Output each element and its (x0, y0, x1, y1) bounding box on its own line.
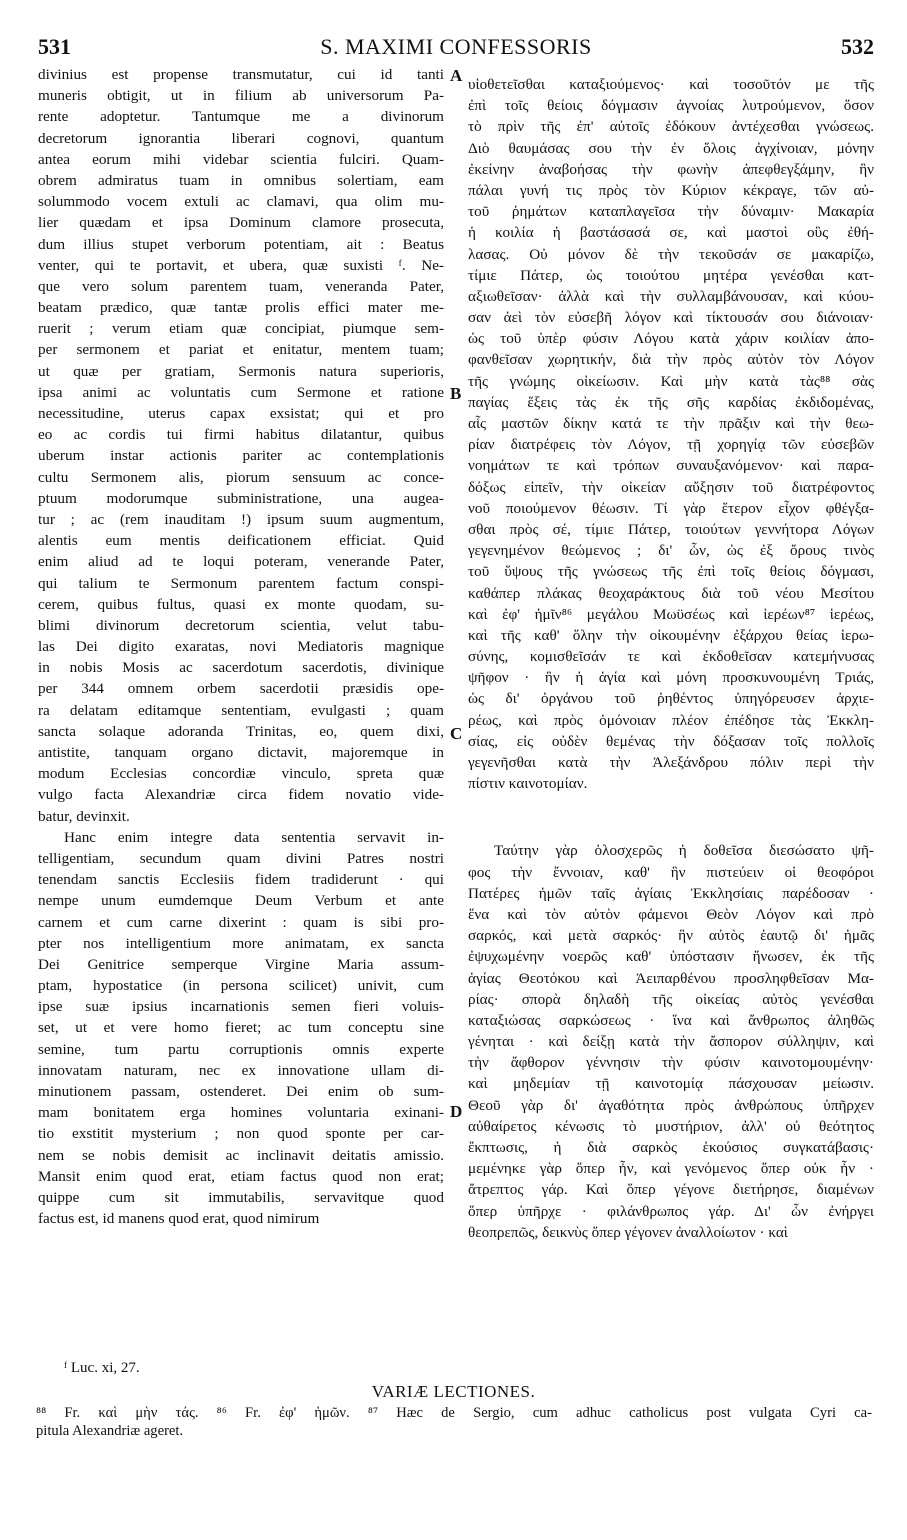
text-line: πάλαι γυνή τις πρὸς τὸν Κύριον κέκραγε, τῶν αὐ- (468, 181, 874, 199)
text-line: uberum instar actionis pariter ac contemplationis (38, 447, 444, 465)
text-line: eo ac cordis tui firmi habitus dilatantur, quibus (38, 426, 444, 444)
text-line: innovatam naturam, nec ex innovatione ullam di- (38, 1061, 444, 1079)
text-line: cerem, quibus fultus, quasi ex monte quodam, su- (38, 595, 444, 613)
text-line: αἷς μαστῶν δίκην κατά τε τὴν πρᾶξιν καὶ τὴν θεω- (468, 415, 874, 432)
text-line: nempe unum eumdemque Deum Verbum et ante (38, 892, 444, 910)
text-line: δόξως εἰπεῖν, τὴν οἰκείαν αὔξησιν τοῦ διατρέφοντος (468, 478, 874, 496)
text-line: ὡς τοῦ ὑπὲρ φύσιν Λόγου κατὰ χάριν κοιλίαν ἀπο- (468, 330, 874, 348)
text-line: sancta solaque adoranda Trinitas, eo, quem dixi, (38, 722, 444, 740)
text-line: υἱοθετεῖσθαι καταξιούμενος· καὶ τοσοῦτόν με τῆς (468, 76, 874, 93)
text-line: set, ut et vere homo fieret; ac tum conceptu sine (38, 1019, 444, 1037)
text-line: ἔκπτωσις, ἡ διὰ σαρκὸς ἑκούσιος συγκατάβασις· (468, 1139, 874, 1156)
text-line: las Dei digito exaratas, novi Mediatoris magnique (38, 638, 444, 656)
text-line: alentis eum mentis deificationem efficiat. Quid (38, 532, 444, 550)
text-line: rente adoptetur. Tantumque me a divinorum (38, 108, 444, 126)
text-line: γένηται · καὶ δείξῃ κατὰ τὴν ἄσπορον σύλληψιν, καὶ (468, 1033, 874, 1051)
text-line: λασας. Οὐ μόνον δὲ τὴν τεκοῦσάν σε μακαρίζω, (468, 245, 874, 263)
text-line: beatam prædico, quæ tantæ prolis effici mater me- (38, 299, 444, 317)
text-line: Ταύτην γὰρ ὁλοσχερῶς ἡ δοθεῖσα διεσώσατο ψῆ- (494, 842, 874, 860)
text-line: ἐψυχωμένην νοερῶς καθ' ὑπόστασιν ἥνωσεν, ἐκ τῆς (468, 948, 874, 966)
text-line: ipse suæ ipsius incarnationis semen fieri voluis- (38, 998, 444, 1016)
text-line: ἄτρεπτος γάρ. Καὶ ὅπερ γέγονε διετήρησε, διαμένων (468, 1181, 874, 1199)
text-line: minutionem passam, ostenderet. Dei enim ob sum- (38, 1083, 444, 1100)
text-line: modum Ecclesias concordiæ vinculo, spreta quæ (38, 765, 444, 783)
text-line: σαρκός, καὶ μετὰ σαρκός· ἣν αὐτὸς ἑαυτῷ δι' ἡμᾶς (468, 927, 874, 945)
text-line: αὐθαίρετος κένωσις τὸ μυστήριον, ἀλλ' οὐ θεότητος (468, 1117, 874, 1135)
text-line: ρίας· σπορὰ δηλαδὴ τῆς οἰκείας αὐτὸς γενέσθαι (468, 990, 874, 1008)
text-line: semine, tum partu corruptionis omnis experte (38, 1040, 444, 1058)
text-line: τοῦ ὕψους τῆς γνώσεως τῆς ἐπὶ τοῖς θείοις δόγμασι, (468, 563, 874, 581)
text-line: Πατέρες ἡμῶν ταῖς ἁγίαις Ἐκκλησίαις παρέδοσαν · (468, 884, 874, 902)
text-line: decretorum ignorantia liberari cognovi, quantum (38, 129, 444, 147)
text-line: pitula Alexandriæ ageret. (36, 1423, 184, 1439)
text-line: καὶ τῆς καθ' ὅλην τὴν οἰκουμένην ἐξάρχου θείας ἱερω- (468, 626, 874, 644)
text-line: in nobis Mosis ac sacerdotum sacerdotis, divinique (38, 659, 444, 677)
text-line: quippe cum sit immutabilis, servavitque quod (38, 1188, 444, 1206)
text-line: φανθεῖσαν χωρητικήν, διὰ τὴν πρὸς αὐτὸν τὸν Λόγον (468, 351, 874, 369)
text-line: ⁸⁸ Fr. καὶ μὴν τάς. ⁸⁶ Fr. ἐφ' ἡμῶν. ⁸⁷ Hæc de Sergio, cum adhuc catholicus post vulgata Cyri ca- (36, 1405, 872, 1421)
varia-lectiones-notes (36, 1404, 872, 1440)
text-line: blimi divinorum decretorum scientia, velut tabu- (38, 616, 444, 634)
text-line: Dei Genitrice semperque Virgine Maria assum- (38, 955, 444, 973)
text-line: καὶ ἐφ' ἡμῖν⁸⁶ μεγάλου Μωϋσέως καὶ ἱερέων⁸⁷ ἱερέως, (468, 605, 874, 623)
text-line: ἁγίας Θεοτόκου καὶ Ἀειπαρθένου προσληφθεῖσαν Μα- (468, 969, 874, 987)
text-line: muneris obtigit, ut in filium ab universorum Pa- (38, 87, 444, 105)
column-gap (468, 794, 874, 840)
text-line: nem se nobis demisit ac inclinavit deitatis amissio. (38, 1146, 444, 1164)
text-line: mam bonitatem erga homines voluntaria exinani- (38, 1104, 444, 1122)
text-line: σθαι πρὸς σέ, τίμιε Πάτερ, τοιούτων γεννήτορα Λόγων (468, 520, 874, 538)
text-line: per 344 omnem orbem sacerdotii præsidis ope- (38, 680, 444, 698)
text-line: τίμιε Πάτερ, ὡς τοιούτου μητέρα γενέσθαι κατ- (468, 266, 874, 284)
text-line: τοῦ ῥημάτων καταπλαγεῖσα τὴν δύναμιν· Μακαρία (468, 203, 874, 221)
text-line: venter, qui te portavit, et ubera, quæ suxisti ᶠ. Ne- (38, 256, 444, 274)
margin-marker-a: A (450, 66, 463, 85)
greek-column-bottom (468, 840, 874, 1243)
text-line: νοημάτων τε καὶ τρόπων συναυξανόμενον· καὶ παρα- (468, 457, 874, 475)
text-line: tenendam sanctis Ecclesiis fidem tradiderunt · qui (38, 871, 444, 889)
running-title: S. MAXIMI CONFESSORIS (320, 34, 592, 59)
text-line: ὡς δι' ὀργάνου τοῦ ῥηθέντος ὑπηγόρευσεν ἀρχιε- (468, 690, 874, 708)
margin-marker-b: B (450, 384, 462, 403)
text-line: Hanc enim integre data sententia servavit in- (64, 828, 444, 846)
text-line: ψῆφον · ἣν ἡ ἁγία καὶ μόνη προσκυνουμένη Τριάς, (468, 669, 874, 687)
text-line: lier quædam et ipsa Dominum clamore prosecuta, (38, 214, 444, 232)
text-line: que vero solum parentem tuam, veneranda Pater, (38, 277, 444, 295)
text-line: solummodo vocem extuli ac clamavi, qua olim mu- (38, 193, 444, 211)
text-line: ἐπὶ τοῖς θείοις δόγμασιν ἀγνοίας λυτρούμενον, ὅσον (468, 97, 874, 115)
text-line: necessitudine, uterus capax exsistat; qui et pro (38, 405, 444, 422)
text-line: παγίας ἕξεις τὰς ἐκ τῆς σῆς καρδίας ἐκδιδομένας, (468, 393, 874, 411)
text-line: obrem admiratus tuam in omnibus solertiam, eam (38, 171, 444, 189)
text-line: batur, devinxit. (38, 807, 130, 825)
greek-column-top (468, 74, 874, 794)
page-number-left: 531 (38, 34, 71, 59)
text-line: καὶ μηδεμίαν τῇ καινοτομίᾳ πάσχουσαν μείωσιν. (468, 1075, 874, 1093)
text-line: θεοπρεπῶς, δεικνὺς ὅπερ γέγονεν ἀναλλοίωτον · καὶ (468, 1223, 788, 1241)
text-line: ὅπερ ὑπῆρχε · φιλάνθρωπος γάρ. Δι' ὧν ἐνήργει (468, 1202, 874, 1220)
text-line: πίστιν καινοτομίαν. (468, 775, 588, 793)
greek-column (468, 74, 874, 1243)
text-line: ἐκείνην ἀναβοήσας τὴν φωνὴν ἀπεφθεγξάμην, ἣν (468, 160, 874, 178)
text-line: ptuum modorumque subministratione, una augea- (38, 489, 444, 507)
text-line: σίας, εἰς οὐδὲν θεμένας τὴν δόξασαν τοῖς πολλοῖς (468, 732, 874, 750)
text-line: γεγενῆσθαι κατὰ τὴν Ἀλεξάνδρου πόλιν περὶ τὴν (468, 754, 874, 771)
text-line: τῆς γνώμης οἰκείωσιν. Καὶ μὴν κατὰ τὰς⁸⁸ σὰς (468, 372, 874, 390)
text-line: pter nos intelligentium more animatam, ex sancta (38, 934, 444, 952)
text-line: καθάπερ πλάκας θεοχαράκτους διὰ τοῦ νέου Μεσίτου (468, 584, 874, 602)
text-line: vulgo facta Alexandriæ circa fidem novatio vide- (38, 786, 444, 804)
text-line: τὸ πρὶν τῆς ἐπ' αὐτοῖς ἐδόκουν ἀντέχεσθαι γνώσεως. (468, 118, 874, 136)
text-line: μεμένηκε γὰρ ὅπερ ἦν, καὶ γενόμενος ὅπερ οὐκ ἦν · (468, 1160, 874, 1178)
text-line: per sermonem et pariat et enitatur, mentem tuam; (38, 341, 444, 359)
varia-lectiones-title: VARIÆ LECTIONES. (371, 1382, 536, 1401)
text-line: γεγενημένον θεώμενος ; δι' ὧν, ὡς ἐξ ὄρους τινὸς (468, 542, 874, 560)
text-line: ruerit ; verum etiam quæ concipiat, piumque sem- (38, 320, 444, 338)
text-line: σύνης, κομισθεῖσάν τε καὶ ἐκδοθεῖσαν κατεμήνυσας (468, 648, 874, 666)
text-line: ρέως, καὶ πρὸς ὁμόνοιαν πλέον ἐπέδησε τὰς Ἐκκλη- (468, 711, 874, 729)
text-line: qui talium te Sermonum parentem factum conspi- (38, 574, 444, 592)
margin-marker-c: C (450, 724, 463, 743)
text-line: factus est, id manens quod erat, quod nimirum (38, 1210, 320, 1228)
text-line: ἡ κοιλία ἡ βαστάσασά σε, καὶ μαστοὶ οὓς ἐθή- (468, 224, 874, 242)
text-line: ἕνα καὶ τὸν αὐτὸν φάμενοι Θεὸν Λόγον καὶ πρὸ (468, 905, 874, 923)
text-line: αξιωθεῖσαν· ἀλλὰ καὶ τὴν συλλαμβάνουσαν, καὶ κύου- (468, 287, 874, 305)
text-line: Mansit enim quod erat, etiam factus quod non erat; (38, 1167, 444, 1185)
text-line: ra delatam editamque sententiam, evulgasti ; quam (38, 701, 444, 719)
text-line: enim aliud ad te loqui poteram, venerande Pater, (38, 553, 444, 571)
text-line: divinius est propense transmutatur, cui id tanti (38, 66, 444, 83)
text-line: ut quæ per gratiam, Sermonis natura superioris, (38, 362, 444, 380)
text-line: dum illius stupet verborum potentiam, ait : Beatus (38, 235, 444, 253)
text-line: σαν ἀεὶ τὸν εὐσεβῆ λόγον καὶ τίκτουσάν σου διάνοιαν· (468, 309, 874, 327)
text-line: ptam, hypostatice (in persona scilicet) univit, cum (38, 977, 444, 995)
text-line: tur ; ac (rem inauditam !) ipsum suum augmentum, (38, 510, 444, 528)
text-line: φος τὴν ἔννοιαν, καθ' ἣν πιστεύειν οἱ θεοφόροι (468, 863, 874, 881)
text-line: telligentiam, secundum quam divini Patres nostri (38, 849, 444, 867)
text-line: Διὸ θαυμάσας σου τὴν ἐν ὅλοις ἀγχίνοιαν, μόνην (468, 139, 874, 157)
text-line: tio exstitit mysterium ; non quod sponte per car- (38, 1125, 444, 1143)
text-line: Θεοῦ γὰρ δι' ἀγαθότητα πρὸς ἀνθρώπους ὑπῆρχεν (468, 1096, 874, 1114)
text-line: cultu Sermonem alis, piorum sensuum ac conce- (38, 468, 444, 486)
text-line: ρίαν διατρέφεις τὸν Λόγον, τῇ χορηγίᾳ τῶν εὐσεβῶν (468, 436, 874, 454)
latin-column (38, 64, 444, 1229)
running-header (38, 34, 874, 64)
footnote: ᶠ Luc. xi, 27. (64, 1360, 140, 1376)
page-number-right: 532 (841, 34, 874, 59)
text-line: antea eorum mihi videbar scientia fulciri. Quam- (38, 150, 444, 168)
text-line: καταξιώσας σαρκώσεως · ἵνα καὶ ἄνθρωπος ἀληθῶς (468, 1011, 874, 1029)
text-line: carnem et cum carne dixerint : quam is sibi pro- (38, 913, 444, 931)
text-line: τὴν ἄφθορον γέννησιν τὴν φύσιν καινοτομουμένην· (468, 1054, 874, 1072)
text-line: antistite, tanquam organo dictavit, majoremque in (38, 744, 444, 761)
text-line: νοῦ ποιούμενον θέωσιν. Τί γὰρ ἕτερον εἶχον φθέγξα- (468, 499, 874, 517)
text-line: ipsa animi ac voluntatis cum Sermone et ratione (38, 383, 444, 401)
margin-marker-d: D (450, 1102, 463, 1121)
